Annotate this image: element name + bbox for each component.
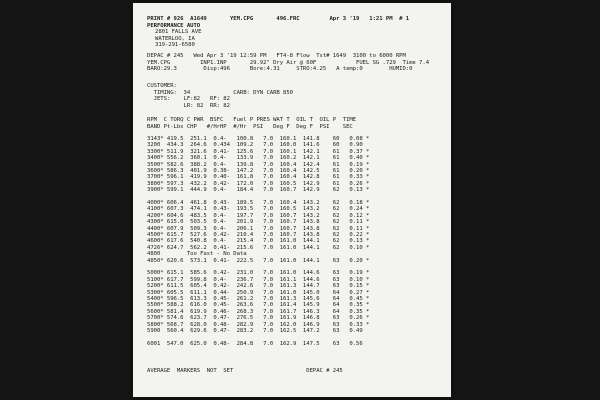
table-row: 4400* 607.9 509.3 0.4- 206.1 7.0 160.7 143.8 62 0.11 * xyxy=(147,225,370,232)
table-row: 4100* 607.3 474.1 0.43- 193.5 7.0 160.5 143.2 62 0.24 * xyxy=(147,206,370,213)
table-row: 5600* 581.4 619.9 0.46- 268.3 7.0 161.7 146.3 64 0.35 * xyxy=(147,308,370,315)
shop-city: WATERLOO, IA xyxy=(155,35,195,42)
table-row: 3900* 599.1 444.9 0.4- 184.4 7.0 160.7 142.9 62 0.13 * xyxy=(147,187,370,194)
table-row: 3700* 596.1 419.9 0.40- 161.8 7.0 160.4 142.8 61 0.33 * xyxy=(147,174,370,181)
table-row: 5200* 611.5 605.4 0.42- 242.6 7.0 161.3 144.7 63 0.15 * xyxy=(147,283,370,290)
run-info-line-3: BARO:29.3 Disp:496 Bore:4.31 STRO:4.25 A temp:0 HUMID:0 xyxy=(147,66,413,72)
table-row: 3200 434.3 264.6 0.434 109.2 7.0 160.0 141.6 60 0.90 xyxy=(147,142,370,149)
column-header-2: BAND Pt-Lbs CHP #/HrHP #/Hr PSI Deg F Deg F PSI SEC xyxy=(147,123,353,130)
table-row: 5100* 617.7 599.8 0.4- 236.7 7.0 161.1 144.6 63 0.10 * xyxy=(147,276,370,283)
table-row: 3143* 419.5 251.1 0.4- 100.8 7.0 160.1 141.8 60 0.08 * xyxy=(147,136,370,142)
table-row: 3600* 586.3 401.9 0.38- 147.2 7.0 160.4 142.5 61 0.20 * xyxy=(147,168,370,174)
print-header-line: PRINT # 926 A1649 YEM.CPG 496.FRC Apr 3 '19 1:21 PM # 1 xyxy=(147,16,410,22)
table-row: 4726* 624.7 562.2 0.41- 215.6 7.0 161.0 144.1 62 0.10 * xyxy=(147,244,370,251)
table-row: 5700* 574.6 623.7 0.47- 276.5 7.0 161.9 146.8 63 0.26 * xyxy=(147,315,370,322)
table-row: 4300* 615.0 503.5 0.4- 201.9 7.0 160.7 143.8 62 0.11 * xyxy=(147,219,370,226)
table-row: 4000* 606.4 461.8 0.43- 189.5 7.0 160.4 143.2 62 0.18 * xyxy=(147,200,370,206)
column-header-1: RPM C TORQ C PWR BSFC Fuel P PRES WAT T OIL T OIL P TIME xyxy=(147,117,357,123)
table-row: 3300* 511.9 321.6 0.41- 125.6 7.0 160.1 142.1 61 0.37 * xyxy=(147,148,370,155)
table-row: 3500* 582.6 388.2 0.4- 139.8 7.0 160.4 142.4 61 0.19 * xyxy=(147,161,370,168)
table-row: 4200* 604.6 483.5 0.4- 197.7 7.0 160.7 143.2 62 0.12 * xyxy=(147,212,370,219)
customer-timing: TIMING: 34 CARB: DYN CARB 850 xyxy=(147,89,293,96)
table-row: 6001 547.0 625.0 0.48- 284.8 7.0 162.9 147.5 63 0.56 xyxy=(147,340,370,347)
shop-name: PERFORMANCE AUTO xyxy=(147,22,201,29)
table-row: 5300* 605.5 611.1 0.44- 250.9 7.0 161.0 145.0 64 0.27 * xyxy=(147,289,370,296)
table-row: 5800* 568.7 628.0 0.48- 282.9 7.0 162.0 146.9 63 0.33 * xyxy=(147,321,370,328)
table-row: 3800* 597.3 432.2 0.42- 172.0 7.0 160.5 142.9 61 0.26 * xyxy=(147,180,370,187)
table-row: 4500* 615.7 527.6 0.42- 210.4 7.0 160.7 143.8 62 0.22 * xyxy=(147,232,370,238)
dyno-printout-sheet xyxy=(133,3,451,397)
run-info-line-1: DEPAC # 245 Wed Apr 3 '19 12:59 PM FT4-8 Flow Tst# 1649 3100 to 6000 RPM xyxy=(147,53,406,59)
table-row: 5400* 596.5 613.3 0.45- 261.2 7.0 161.3 145.6 64 0.45 * xyxy=(147,296,370,302)
customer-jets-front: JETS: LF:82 RF: 82 xyxy=(147,96,230,102)
table-row: 5500* 588.2 616.0 0.45- 263.6 7.0 161.4 145.9 64 0.35 * xyxy=(147,302,370,309)
table-row: 5900 560.4 629.6 0.47- 283.2 7.0 162.5 147.2 63 0.49 xyxy=(147,328,370,334)
table-row: 4800 Too Fast - No Data xyxy=(147,251,247,258)
table-row: 4850* 620.6 573.1 0.41- 222.5 7.0 161.0 144.1 63 0.20 * xyxy=(147,257,370,264)
table-row: 3400* 556.2 360.1 0.4- 133.9 7.0 160.2 142.1 61 0.40 * xyxy=(147,155,370,162)
table-row: 4600* 617.6 540.8 0.4- 215.4 7.0 161.0 144.1 62 0.13 * xyxy=(147,238,370,245)
customer-jets-rear: LR: 82 RR: 82 xyxy=(147,102,230,109)
shop-street: 2801 FALLS AVE xyxy=(155,29,202,35)
table-row: 5000* 615.1 585.6 0.42- 231.0 7.0 161.0 144.6 63 0.19 * xyxy=(147,270,370,277)
run-info-line-2: YEM.CPG INP1.INP 29.92" Dry Air @ 60F FUEL SG .729 Time 7.4 xyxy=(147,59,430,66)
footer-line: AVERAGE MARKERS NOT SET DEPAC # 245 xyxy=(147,368,343,374)
customer-label: CUSTOMER: xyxy=(147,83,177,89)
shop-phone: 319-291-6580 xyxy=(155,42,195,48)
